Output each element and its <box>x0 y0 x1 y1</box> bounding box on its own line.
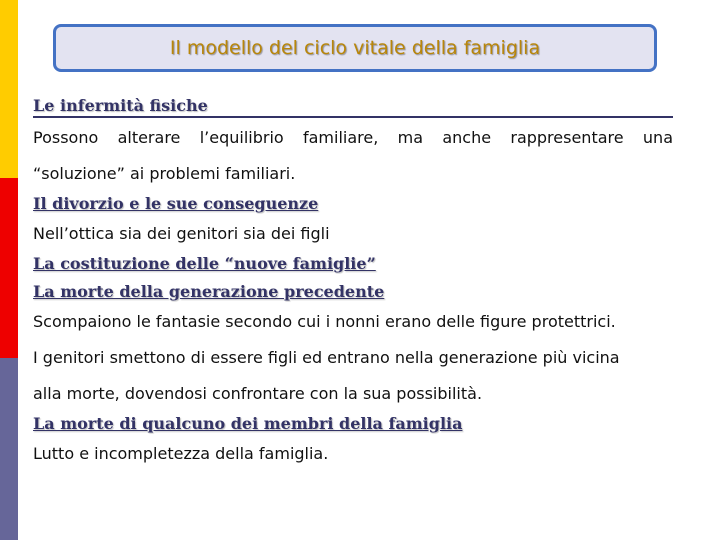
text-morte-membri-1: Lutto e incompletezza della famiglia. <box>33 444 329 463</box>
heading-morte-generazione: La morte della generazione precedente <box>33 282 385 301</box>
left-bar-yellow <box>0 0 18 178</box>
text-infermita-2: “soluzione” ai problemi familiari. <box>33 164 296 183</box>
slide-title: Il modello del ciclo vitale della famiglia <box>169 37 541 59</box>
heading-infermita: Le infermità fisiche <box>33 96 673 118</box>
text-infermita-1: Possono alterare l’equilibrio familiare, ma anche rappresentare una <box>33 128 673 147</box>
title-box <box>53 24 657 72</box>
left-bar-red <box>0 178 18 358</box>
text-morte-generazione-1: Scompaiono le fantasie secondo cui i nonni erano delle figure protettrici. <box>33 312 616 331</box>
text-morte-generazione-3: alla morte, dovendosi confrontare con la sua possibilità. <box>33 384 483 403</box>
heading-nuove-famiglie: La costituzione delle “nuove famiglie” <box>33 254 376 273</box>
heading-morte-membri: La morte di qualcuno dei membri della famiglia <box>33 414 463 433</box>
text-divorzio-1: Nell’ottica sia dei genitori sia dei figli <box>33 224 330 243</box>
slide-content <box>33 96 673 472</box>
heading-divorzio: Il divorzio e le sue conseguenze <box>33 194 319 213</box>
left-bar-blue <box>0 358 18 540</box>
text-morte-generazione-2: I genitori smettono di essere figli ed entrano nella generazione più vicina <box>33 348 620 367</box>
